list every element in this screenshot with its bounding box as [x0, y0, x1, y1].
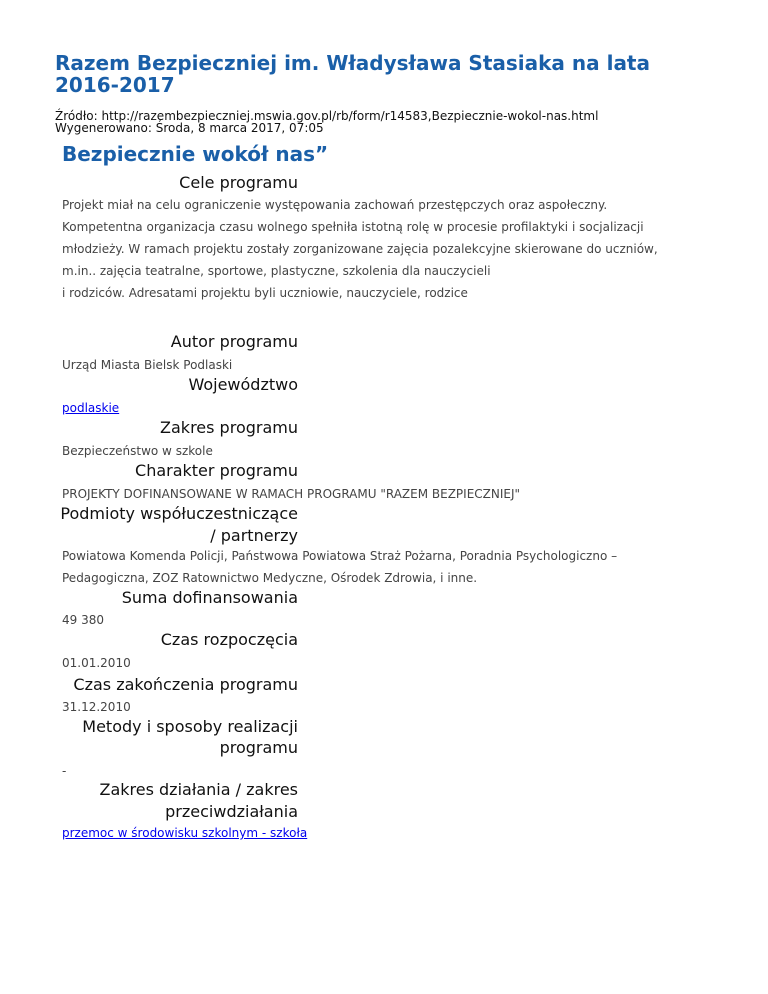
label-czas-zakonczenia: Czas zakończenia programu: [73, 675, 298, 694]
label-autor-programu: Autor programu: [170, 332, 298, 351]
generated-line: Wygenerowano: Środa, 8 marca 2017, 07:05: [55, 121, 324, 135]
label-metody-line-2: programu: [219, 738, 298, 757]
charakter-value: PROJEKTY DOFINANSOWANE W RAMACH PROGRAMU "RAZEM BEZPIECZNIEJ": [62, 487, 521, 501]
site-title: Razem Bezpieczniej im. Władysława Stasiaka na lata 2016-2017: [55, 51, 650, 97]
label-podmioty-line-1: Podmioty współuczestniczące: [60, 504, 298, 523]
source-line: Źródło: http://razembezpieczniej.mswia.gov.pl/rb/form/r14583,Bezpiecznie-wokol-nas.html: [55, 109, 599, 123]
label-zakres-dzialania-line-2: przeciwdziałania: [165, 802, 298, 821]
label-czas-rozpoczecia: Czas rozpoczęcia: [160, 630, 298, 649]
zakres-dzialania-link[interactable]: przemoc w środowisku szkolnym - szkoła: [62, 826, 308, 840]
label-suma-dofinansowania: Suma dofinansowania: [121, 588, 298, 607]
cele-line-2: Kompetentna organizacja czasu wolnego spełniła istotną rolę w procesie profilaktyki i socjalizacji: [62, 220, 644, 234]
label-zakres-dzialania-line-1: Zakres działania / zakres: [99, 780, 298, 799]
wojewodztwo-link[interactable]: podlaskie: [62, 401, 120, 415]
autor-value: Urząd Miasta Bielsk Podlaski: [62, 358, 233, 372]
label-metody-line-1: Metody i sposoby realizacji: [82, 717, 298, 736]
label-charakter-programu: Charakter programu: [135, 461, 298, 480]
koniec-value: 31.12.2010: [62, 700, 131, 714]
podmioty-line-2: Pedagogiczna, ZOZ Ratownictwo Medyczne, Ośrodek Zdrowia, i inne.: [62, 571, 478, 585]
label-zakres-programu: Zakres programu: [160, 418, 298, 437]
podmioty-line-1: Powiatowa Komenda Policji, Państwowa Powiatowa Straż Pożarna, Poradnia Psychologiczno –: [62, 549, 618, 563]
metody-value: -: [62, 764, 67, 778]
zakres-value: Bezpieczeństwo w szkole: [62, 444, 213, 458]
article-title: Bezpiecznie wokół nas”: [62, 142, 329, 166]
cele-line-5: i rodziców. Adresatami projektu byli uczniowie, nauczyciele, rodzice: [62, 286, 468, 300]
cele-line-1: Projekt miał na celu ograniczenie występowania zachowań przestępczych oraz aspołeczny.: [62, 198, 608, 212]
suma-value: 49 380: [62, 613, 104, 627]
label-cele-programu: Cele programu: [179, 173, 298, 192]
cele-line-3: młodzieży. W ramach projektu zostały zorganizowane zajęcia pozalekcyjne skierowane do uczniów,: [62, 242, 658, 256]
label-wojewodztwo: Województwo: [188, 375, 298, 394]
start-value: 01.01.2010: [62, 656, 131, 670]
cele-line-4: m.in.. zajęcia teatralne, sportowe, plastyczne, szkolenia dla nauczycieli: [62, 264, 491, 278]
label-podmioty-line-2: / partnerzy: [210, 526, 298, 545]
